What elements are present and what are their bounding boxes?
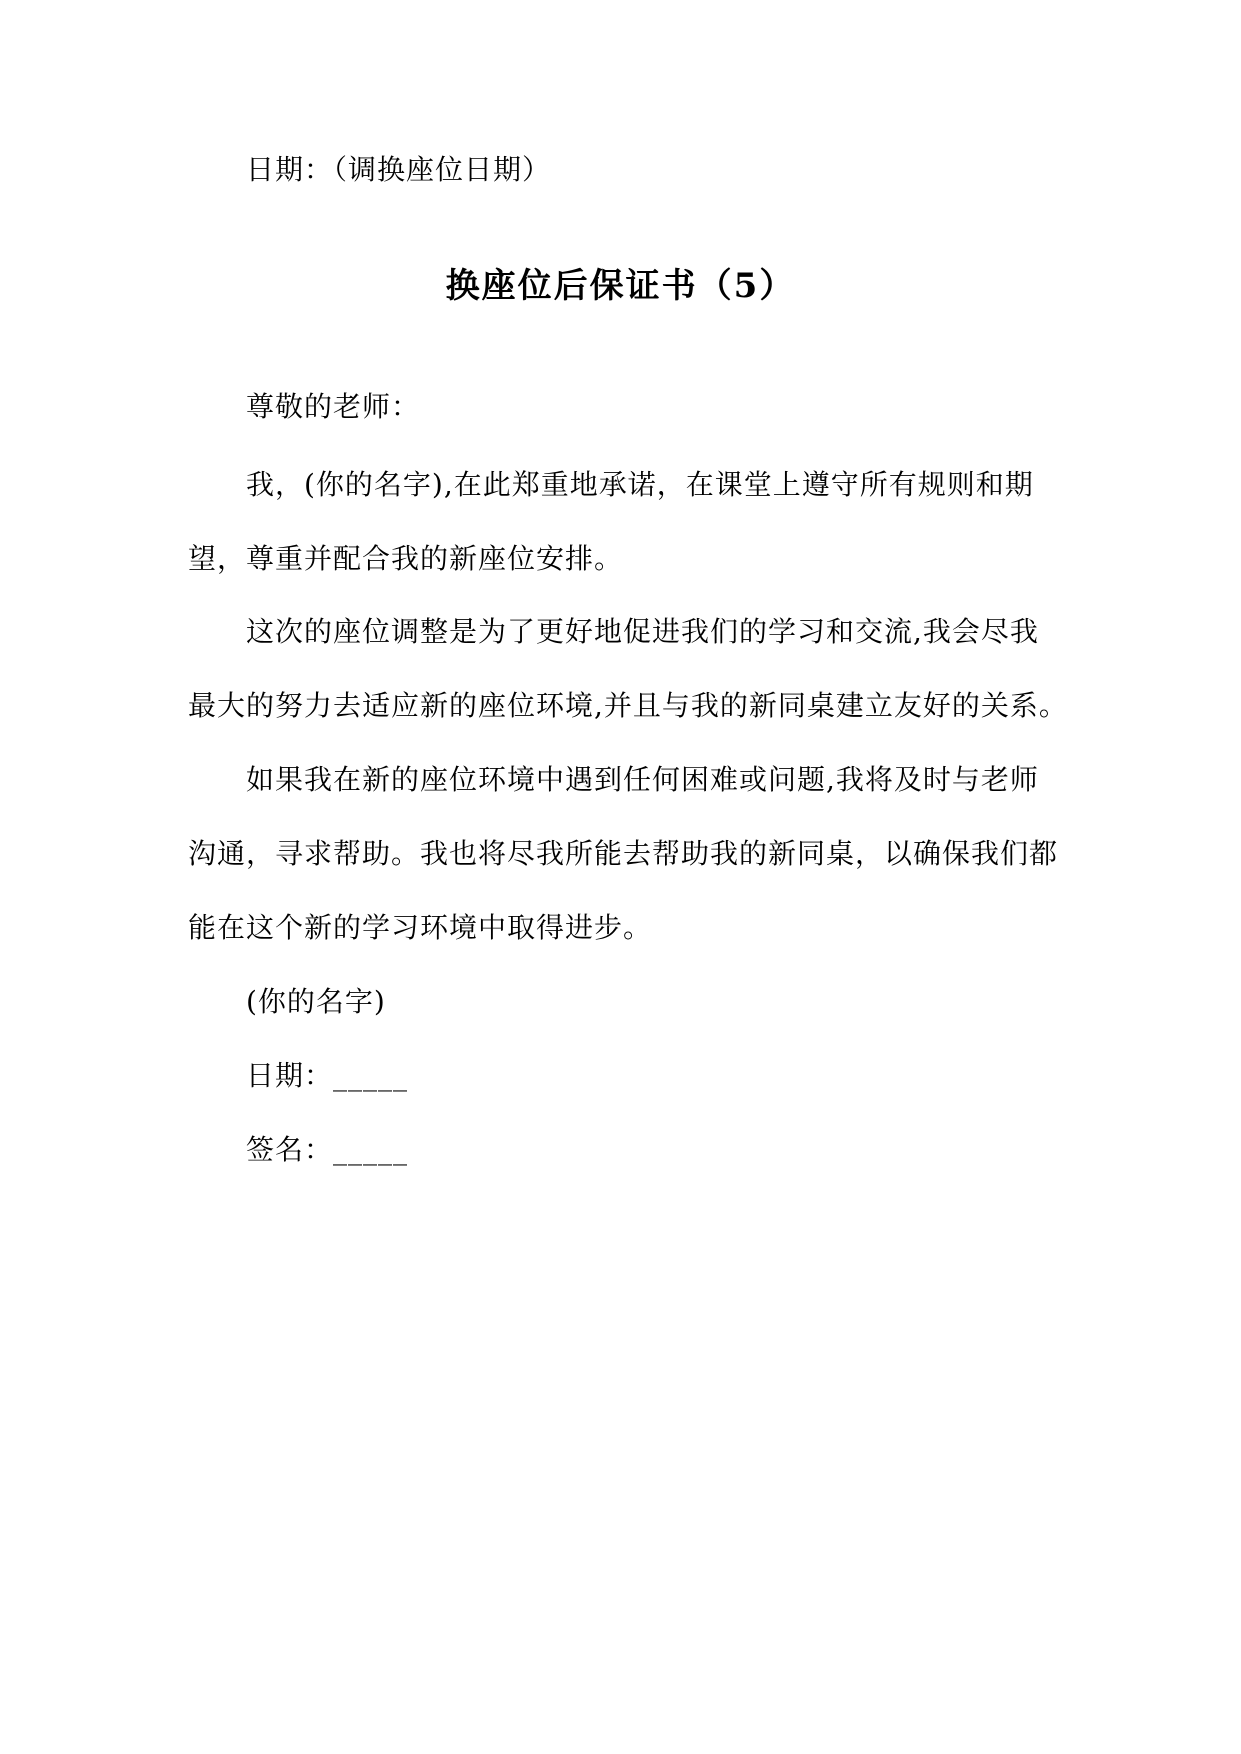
document-title: 换座位后保证书（5） [445, 266, 796, 306]
salutation: 尊敬的老师： [246, 390, 421, 423]
signoff-date-line: 日期：_____ [246, 1059, 409, 1092]
paragraph-2-line-2: 最大的努力去适应新的座位环境,并且与我的新同桌建立友好的关系。 [188, 689, 1068, 722]
paragraph-1-line-2: 望，尊重并配合我的新座位安排。 [188, 542, 624, 575]
paragraph-3-line-2: 沟通，寻求帮助。我也将尽我所能去帮助我的新同桌，以确保我们都 [188, 837, 1059, 870]
paragraph-3-line-3: 能在这个新的学习环境中取得进步。 [188, 911, 653, 944]
signoff-name: (你的名字) [246, 985, 386, 1018]
top-date-line: 日期：（调换座位日期） [246, 153, 552, 186]
paragraph-3-line-1: 如果我在新的座位环境中遇到任何困难或问题,我将及时与老师 [246, 763, 1039, 796]
paragraph-1-line-1: 我，(你的名字),在此郑重地承诺，在课堂上遵守所有规则和期 [246, 468, 1034, 501]
signoff-signature-line: 签名：_____ [246, 1133, 409, 1166]
paragraph-2-line-1: 这次的座位调整是为了更好地促进我们的学习和交流,我会尽我 [246, 615, 1039, 648]
